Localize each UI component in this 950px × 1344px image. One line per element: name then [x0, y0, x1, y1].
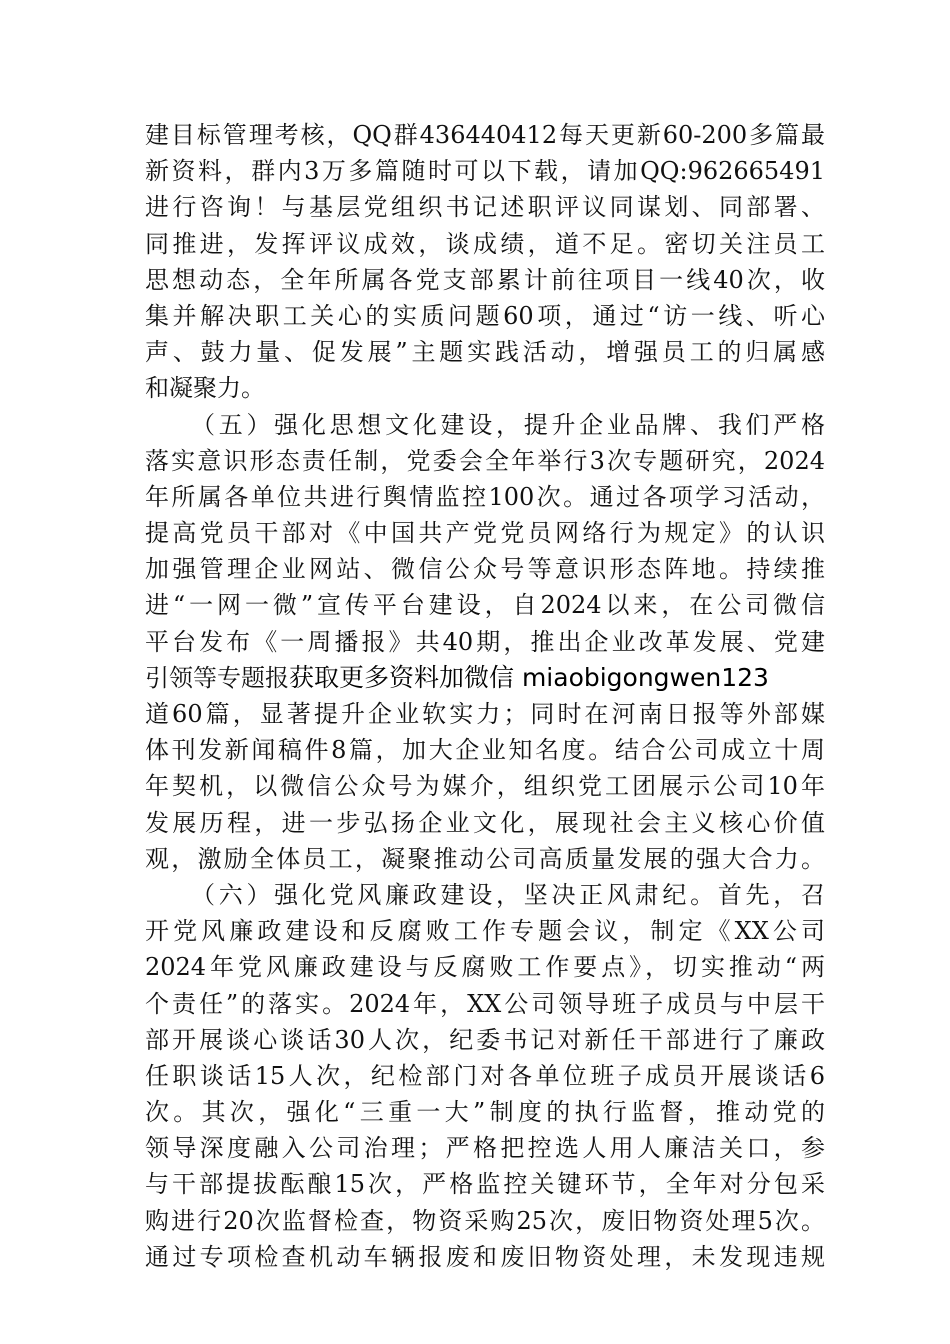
- text-line: 次。其次，强化“三重一大”制度的执行监督，推动党的: [145, 1098, 825, 1127]
- text-line-fragment: 引领等专题报: [145, 663, 289, 692]
- text-line: 部开展谈心谈话30人次，纪委书记对新任干部进行了廉政: [145, 1025, 825, 1054]
- text-line: 同推进，发挥评议成效，谈成绩，道不足。密切关注员工: [145, 229, 825, 258]
- body-text: [145, 117, 825, 1275]
- text-line: 进行咨询！与基层党组织书记述职评议同谋划、同部署、: [145, 193, 825, 222]
- text-line: 个责任”的落实。2024年，XX公司领导班子成员与中层干: [145, 989, 825, 1018]
- text-line: 新资料，群内3万多篇随时可以下载，请加QQ:962665491: [145, 157, 825, 186]
- text-line: 进“一网一微”宣传平台建设，自2024以来，在公司微信: [145, 591, 825, 620]
- text-line: 平台发布《一周播报》共40期，推出企业改革发展、党建: [145, 627, 825, 656]
- text-line: 思想动态，全年所属各党支部累计前往项目一线40次，收: [145, 265, 825, 294]
- text-line: 开党风廉政建设和反腐败工作专题会议，制定《XX公司: [145, 917, 825, 946]
- text-line-with-notice: [145, 660, 825, 696]
- text-line: 年契机，以微信公众号为媒介，组织党工团展示公司10年: [145, 772, 825, 801]
- text-line: 提高党员干部对《中国共产党党员网络行为规定》的认识: [145, 519, 825, 548]
- text-line: 集并解决职工关心的实质问题60项，通过“访一线、听心: [145, 301, 825, 330]
- text-line: 任职谈话15人次，纪检部门对各单位班子成员开展谈话6: [145, 1061, 825, 1090]
- text-line: 与干部提拔酝酿15次，严格监控关键环节，全年对分包采: [145, 1170, 825, 1199]
- text-line: 落实意识形态责任制，党委会全年举行3次专题研究，2024: [145, 446, 825, 475]
- section-heading-line: （六）强化党风廉政建设，坚决正风肃纪。首先，召: [191, 880, 825, 909]
- text-line: 加强管理企业网站、微信公众号等意识形态阵地。持续推: [145, 555, 825, 584]
- text-line: 2024年党风廉政建设与反腐败工作要点》，切实推动“两: [145, 953, 825, 982]
- text-line: 声、鼓力量、促发展”主题实践活动，增强员工的归属感: [145, 338, 825, 367]
- text-line: 建目标管理考核，QQ群436440412每天更新60-200多篇最: [145, 121, 825, 149]
- inline-wechat-notice: 获取更多资料加微信 miaobigongwen123: [289, 662, 769, 692]
- text-line: 道60篇，显著提升企业软实力；同时在河南日报等外部媒: [145, 700, 825, 728]
- text-line: 年所属各单位共进行舆情监控100次。通过各项学习活动，: [145, 482, 825, 511]
- text-line: 体刊发新闻稿件8篇，加大企业知名度。结合公司成立十周: [145, 736, 825, 765]
- text-line: 领导深度融入公司治理；严格把控选人用人廉洁关口，参: [145, 1134, 825, 1163]
- text-line: 购进行20次监督检查，物资采购25次，废旧物资处理5次。: [145, 1206, 825, 1235]
- text-line: 通过专项检查机动车辆报废和废旧物资处理，未发现违规: [145, 1242, 825, 1271]
- text-line: 和凝聚力。: [145, 374, 265, 403]
- text-line: 发展历程，进一步弘扬企业文化，展现社会主义核心价值: [145, 808, 825, 837]
- text-line: 观，激励全体员工，凝聚推动公司高质量发展的强大合力。: [145, 844, 825, 873]
- section-heading-line: （五）强化思想文化建设，提升企业品牌、我们严格: [191, 410, 825, 439]
